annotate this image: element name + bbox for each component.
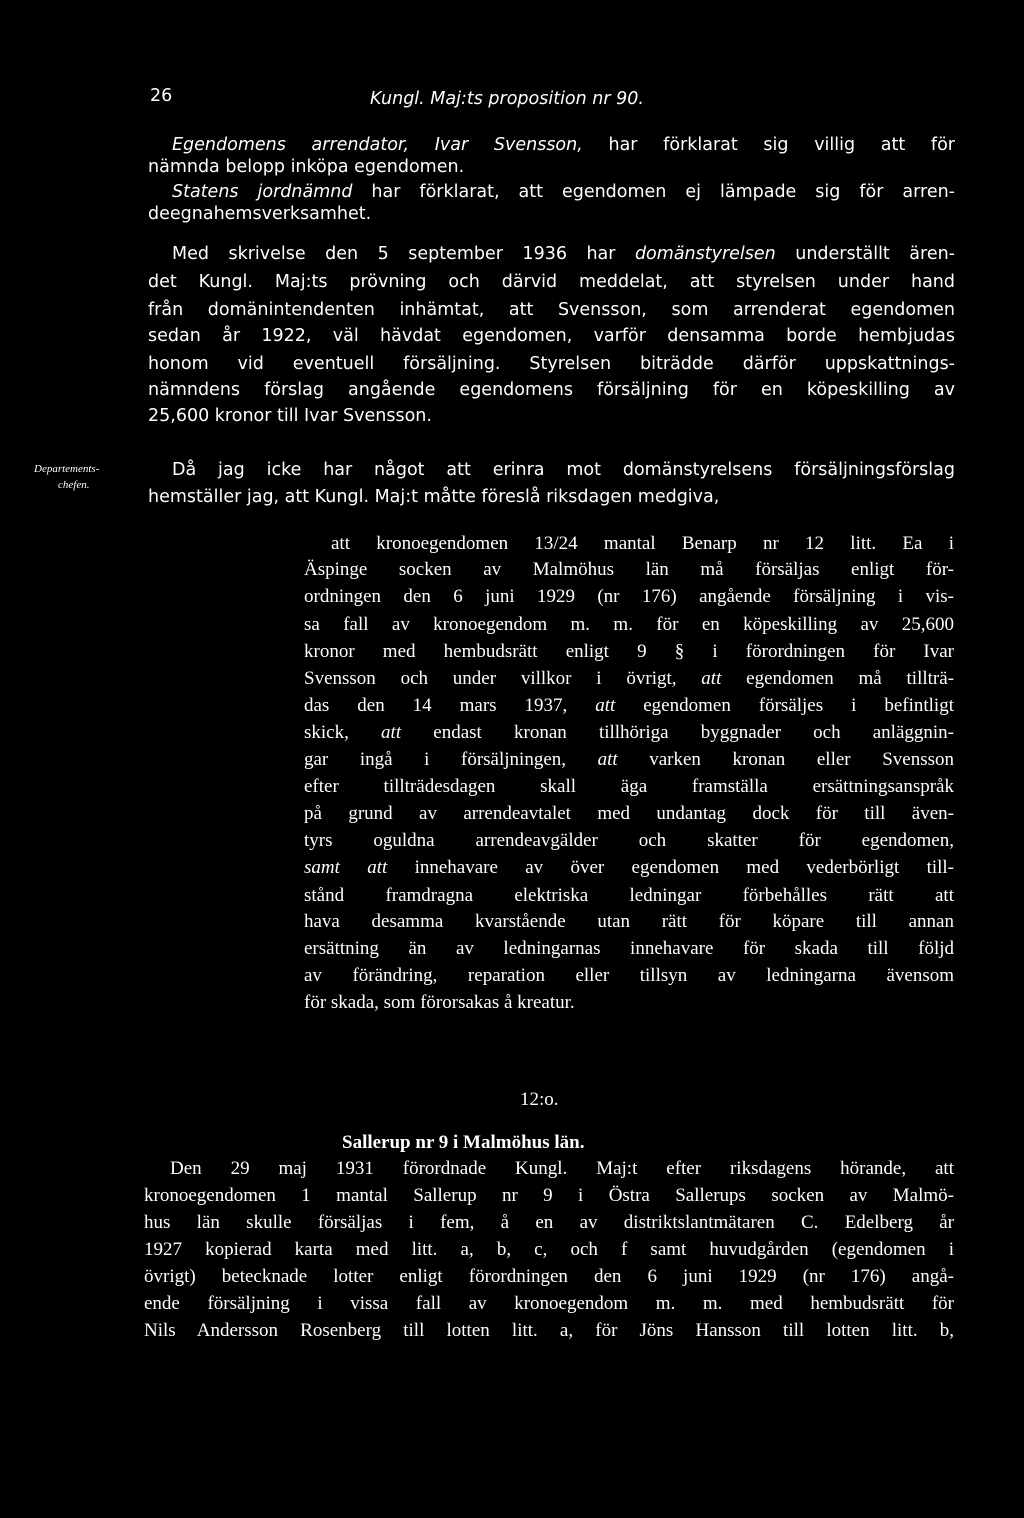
- para3-line2: det Kungl. Maj:ts prövning och därvid meddelat, att styrelsen under hand: [148, 272, 955, 292]
- proposal-line9: [304, 748, 954, 772]
- para1-text: har förklarat sig villig att för: [582, 135, 955, 155]
- para1-line2: nämnda belopp inköpa egendomen.: [148, 157, 465, 177]
- para3-line6: nämndens förslag angående egendomens försäljning för en köpeskilling av: [148, 380, 955, 400]
- para5-line7: Nils Andersson Rosenberg till lotten litt. a, för Jöns Hansson till lotten litt. b,: [144, 1320, 954, 1341]
- para4-line1: Då jag icke har något att erinra mot domänstyrelsens försäljningsförslag: [172, 460, 955, 480]
- proposal-l7-a: das den 14 mars 1937,: [304, 695, 596, 716]
- proposal-line13: [304, 856, 954, 880]
- proposal-line8: [304, 721, 954, 745]
- proposal-line1: att kronoegendomen 13/24 mantal Benarp nr 12 litt. Ea i: [331, 533, 954, 554]
- running-title: Kungl. Maj:ts proposition nr 90.: [370, 89, 644, 109]
- proposal-line10: efter tillträdesdagen skall äga framställa ersättningsanspråk: [304, 776, 954, 797]
- para2-text: har förklarat, att egendomen ej lämpade sig för arren-: [352, 182, 955, 202]
- proposal-l8-italic: att: [381, 722, 402, 743]
- proposal-line2: Äspinge socken av Malmöhus län må försäljas enligt för-: [304, 559, 954, 580]
- para2-line1: [172, 180, 955, 204]
- proposal-line6: [304, 667, 954, 691]
- para2-italic: Statens jordnämnd: [172, 182, 353, 202]
- para2-line2: deegnahemsverksamhet.: [148, 204, 372, 224]
- proposal-l8-c: endast kronan tillhöriga byggnader och anläggnin-: [401, 722, 954, 743]
- para3-line5: honom vid eventuell försäljning. Styrelsen biträdde därför uppskattnings-: [148, 354, 955, 374]
- para5-line2: kronoegendomen 1 mantal Sallerup nr 9 i Östra Sallerups socken av Malmö-: [144, 1185, 954, 1206]
- para3-italic: domänstyrelsen: [634, 244, 776, 264]
- proposal-line4: sa fall av kronoegendom m. m. för en köpeskilling av 25,600: [304, 614, 954, 635]
- margin-note-line2: chefen.: [58, 479, 90, 491]
- para5-line1: Den 29 maj 1931 förordnade Kungl. Maj:t efter riksdagens hörande, att: [170, 1158, 954, 1179]
- para3-text-c: underställt ären-: [775, 244, 955, 264]
- para3-text-a: Med skrivelse den 5 september 1936 har: [172, 244, 635, 264]
- proposal-l13-italic: samt att: [304, 857, 388, 878]
- proposal-line12: tyrs oguldna arrendeavgälder och skatter för egendomen,: [304, 830, 954, 851]
- proposal-line5: kronor med hembudsrätt enligt 9 § i förordningen för Ivar: [304, 641, 954, 662]
- page-number: 26: [150, 86, 173, 106]
- para5-line4: 1927 kopierad karta med litt. a, b, c, och f samt huvudgården (egendomen i: [144, 1239, 954, 1260]
- proposal-l9-italic: att: [597, 749, 618, 770]
- para3-line4: sedan år 1922, väl hävdat egendomen, varför densamma borde hembjudas: [148, 326, 955, 346]
- para5-line5: övrigt) betecknade lotter enligt förordningen den 6 juni 1929 (nr 176) angå-: [144, 1266, 954, 1287]
- proposal-line18: för skada, som förorsakas å kreatur.: [304, 992, 575, 1013]
- para3-line1: [172, 242, 955, 266]
- proposal-line17: av förändring, reparation eller tillsyn av ledningarna ävensom: [304, 965, 954, 986]
- proposal-line14: stånd framdragna elektriska ledningar förbehålles rätt att: [304, 885, 954, 906]
- proposal-l9-c: varken kronan eller Svensson: [617, 749, 954, 770]
- proposal-l6-italic: att: [701, 668, 722, 689]
- section-heading: Sallerup nr 9 i Malmöhus län.: [342, 1132, 585, 1153]
- proposal-l7-italic: att: [595, 695, 616, 716]
- para5-line6: ende försäljning i vissa fall av kronoegendom m. m. med hembudsrätt för: [144, 1293, 954, 1314]
- proposal-line11: på grund av arrendeavtalet med undantag dock för till även-: [304, 803, 954, 824]
- proposal-line15: hava desamma kvarstående utan rätt för köpare till annan: [304, 911, 954, 932]
- para1-italic: Egendomens arrendator, Ivar Svensson,: [172, 135, 583, 155]
- para1-line1: [172, 133, 955, 157]
- proposal-line7: [304, 694, 954, 718]
- para5-line3: hus län skulle försäljas i fem, å en av distriktslantmätaren C. Edelberg år: [144, 1212, 954, 1233]
- proposal-l13-b: innehavare av över egendomen med vederbörligt till-: [387, 857, 955, 878]
- proposal-l6-c: egendomen må tillträ-: [721, 668, 954, 689]
- proposal-l8-a: skick,: [304, 722, 382, 743]
- section-number: 12:o.: [520, 1089, 559, 1110]
- proposal-line16: ersättning än av ledningarnas innehavare för skada till följd: [304, 938, 954, 959]
- para4-line2: hemställer jag, att Kungl. Maj:t måtte föreslå riksdagen medgiva,: [148, 487, 720, 507]
- proposal-l9-a: gar ingå i försäljningen,: [304, 749, 598, 770]
- para3-line7: 25,600 kronor till Ivar Svensson.: [148, 406, 432, 426]
- para3-line3: från domänintendenten inhämtat, att Svensson, som arrenderat egendomen: [148, 300, 955, 320]
- proposal-l6-a: Svensson och under villkor i övrigt,: [304, 668, 702, 689]
- proposal-line3: ordningen den 6 juni 1929 (nr 176) angående försäljning i vis-: [304, 586, 954, 607]
- proposal-l7-c: egendomen försäljes i befintligt: [615, 695, 954, 716]
- margin-note-line1: Departements-: [34, 463, 100, 475]
